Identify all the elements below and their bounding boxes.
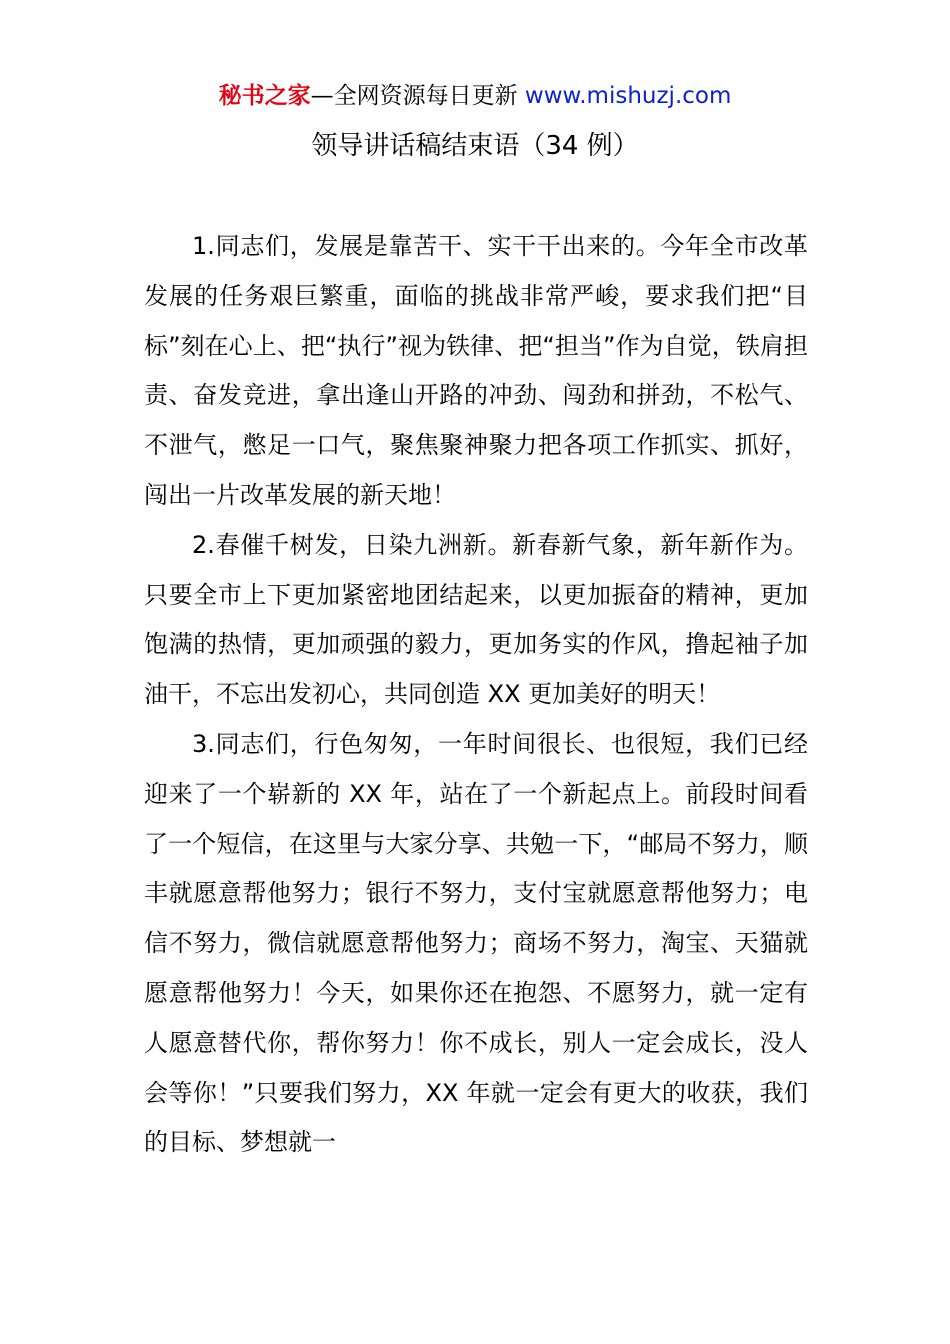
site-header xyxy=(0,80,950,112)
brand-name: 秘书之家 xyxy=(218,83,311,109)
header-tagline: —全网资源每日更新 xyxy=(310,83,525,109)
document-body xyxy=(144,222,808,1168)
site-url-link[interactable]: www.mishuzj.com xyxy=(524,83,732,109)
document-title: 领导讲话稿结束语（34 例） xyxy=(311,131,639,161)
paragraph-3: 3.同志们，行色匆匆，一年时间很长、也很短，我们已经迎来了一个崭新的 XX 年，站在了一个新起点上。前段时间看了一个短信，在这里与大家分享、共勉一下，“邮局不努力，顺丰就愿意帮他努力；银行不努力，支付宝就愿意帮他努力；电信不努力，微信就愿意帮他努力；商场不努力，淘宝、天猫就愿意帮他努力！今天，如果你还在抱怨、不愿努力，就一定有人愿意替代你，帮你努力！你不成长，别人一定会成长，没人会等你！”只要我们努力，XX 年就一定会有更大的收获，我们的目标、梦想就一 xyxy=(144,729,808,1157)
paragraph-2: 2.春催千树发，日染九洲新。新春新气象，新年新作为。只要全市上下更加紧密地团结起来，以更加振奋的精神，更加饱满的热情，更加顽强的毅力，更加务实的作风，撸起袖子加油干，不忘出发初心，共同创造 XX 更加美好的明天！ xyxy=(144,530,808,709)
paragraph-1: 1.同志们，发展是靠苦干、实干干出来的。今年全市改革发展的任务艰巨繁重，面临的挑战非常严峻，要求我们把“目标”刻在心上、把“执行”视为铁律、把“担当”作为自觉，铁肩担责、奋发竞进，拿出逢山开路的冲劲、闯劲和拼劲，不松气、不泄气，憋足一口气，聚焦聚神聚力把各项工作抓实、抓好，闯出一片改革发展的新天地！ xyxy=(144,232,808,509)
